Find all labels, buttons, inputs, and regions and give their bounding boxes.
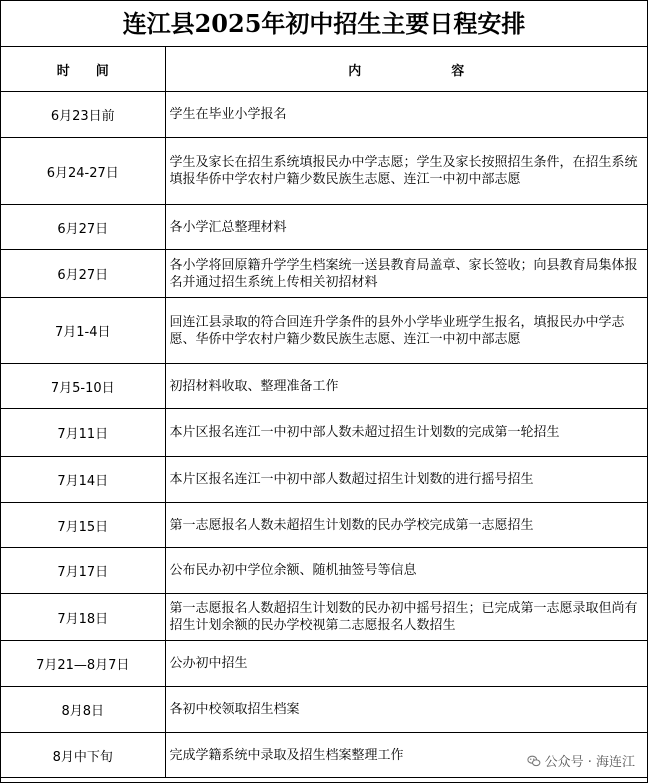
watermark: [524, 750, 638, 771]
row-time: 7月18日: [1, 594, 165, 641]
header-content: [165, 47, 647, 92]
table-row: [1, 250, 647, 298]
table-row: [1, 687, 647, 733]
header-time-a: 时: [56, 63, 70, 79]
row-content: 本片区报名连江一中初中部人数超过招生计划数的进行摇号招生: [165, 457, 647, 503]
table-row: [1, 92, 647, 138]
table-row: [1, 205, 647, 250]
header-content-a: 内: [348, 63, 362, 79]
row-time: 7月1-4日: [1, 298, 165, 364]
row-content: 学生在毕业小学报名: [165, 92, 647, 138]
page-title: 连江县2025年初中招生主要日程安排: [1, 1, 647, 47]
table-row: [1, 548, 647, 594]
row-time: 7月21—8月7日: [1, 641, 165, 687]
row-content: 第一志愿报名人数未超招生计划数的民办学校完成第一志愿招生: [165, 503, 647, 548]
table-row: [1, 457, 647, 503]
row-time: 7月17日: [1, 548, 165, 594]
row-content: 公布民办初中学位余额、随机抽签号等信息: [165, 548, 647, 594]
table-row: [1, 503, 647, 548]
row-content: 初招材料收取、整理准备工作: [165, 364, 647, 409]
wechat-icon: [527, 754, 541, 768]
table-row: [1, 594, 647, 641]
schedule-table: [1, 47, 647, 778]
row-content: 完成学籍系统中录取及招生档案整理工作: [165, 733, 647, 778]
row-time: 8月中下旬: [1, 733, 165, 778]
watermark-text: 公众号 · 海连江: [544, 755, 635, 770]
header-time: [1, 47, 165, 92]
header-row: [1, 47, 647, 92]
row-content: 各小学汇总整理材料: [165, 205, 647, 250]
row-time: 7月14日: [1, 457, 165, 503]
row-time: 6月27日: [1, 205, 165, 250]
row-content: 第一志愿报名人数超招生计划数的民办初中摇号招生；已完成第一志愿录取但尚有招生计划余额的民办学校视第二志愿报名人数招生: [165, 594, 647, 641]
header-content-b: 容: [451, 63, 465, 79]
table-row: [1, 138, 647, 205]
row-time: 6月27日: [1, 250, 165, 298]
row-time: 8月8日: [1, 687, 165, 733]
table-row: [1, 298, 647, 364]
row-content: 各初中校领取招生档案: [165, 687, 647, 733]
table-row: [1, 641, 647, 687]
row-time: 7月15日: [1, 503, 165, 548]
row-content: 本片区报名连江一中初中部人数未超过招生计划数的完成第一轮招生: [165, 409, 647, 457]
header-time-b: 间: [95, 63, 109, 79]
row-content: 学生及家长在招生系统填报民办中学志愿；学生及家长按照招生条件，在招生系统填报华侨中学农村户籍少数民族生志愿、连江一中初中部志愿: [165, 138, 647, 205]
row-time: 7月11日: [1, 409, 165, 457]
row-time: 7月5-10日: [1, 364, 165, 409]
table-row: [1, 409, 647, 457]
row-content: 各小学将回原籍升学学生档案统一送县教育局盖章、家长签收；向县教育局集体报名并通过招生系统上传相关初招材料: [165, 250, 647, 298]
row-time: 6月23日前: [1, 92, 165, 138]
table-row: [1, 364, 647, 409]
row-time: 6月24-27日: [1, 138, 165, 205]
row-content: 公办初中招生: [165, 641, 647, 687]
row-content: 回连江县录取的符合回连升学条件的县外小学毕业班学生报名，填报民办中学志愿、华侨中学农村户籍少数民族生志愿、连江一中初中部志愿: [165, 298, 647, 364]
